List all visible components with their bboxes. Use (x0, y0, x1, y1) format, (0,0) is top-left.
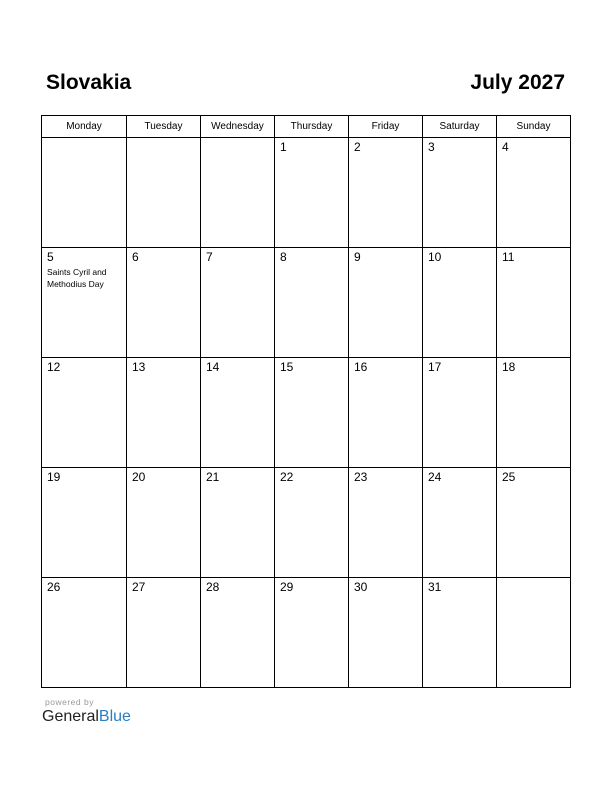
day-cell (349, 358, 423, 468)
day-number: 5 (47, 250, 54, 264)
day-number: 8 (280, 250, 287, 264)
day-cell (497, 358, 571, 468)
week-row-2 (42, 248, 571, 358)
footer-branding (42, 697, 131, 726)
month-year-title: July 2027 (470, 71, 565, 94)
day-cell (201, 138, 275, 248)
day-number: 6 (132, 250, 139, 264)
country-title: Slovakia (46, 71, 132, 94)
day-number: 27 (132, 580, 146, 594)
day-cell (275, 248, 349, 358)
day-cell (423, 248, 497, 358)
day-number: 14 (206, 360, 220, 374)
day-cell (275, 138, 349, 248)
day-cell (497, 138, 571, 248)
day-number: 7 (206, 250, 213, 264)
day-number: 29 (280, 580, 294, 594)
day-cell (349, 248, 423, 358)
day-number: 23 (354, 470, 368, 484)
weekday-monday: Monday (42, 116, 127, 138)
day-cell (42, 358, 127, 468)
day-cell (42, 248, 127, 358)
day-cell (423, 138, 497, 248)
day-number: 31 (428, 580, 442, 594)
day-cell (349, 468, 423, 578)
day-number: 15 (280, 360, 294, 374)
weekday-tuesday: Tuesday (127, 116, 201, 138)
day-cell (201, 358, 275, 468)
day-cell (201, 468, 275, 578)
day-cell (127, 248, 201, 358)
day-cell (127, 358, 201, 468)
day-cell (497, 468, 571, 578)
day-number: 20 (132, 470, 146, 484)
day-cell (42, 578, 127, 688)
day-number: 11 (502, 250, 515, 264)
week-row-4 (42, 468, 571, 578)
day-number: 28 (206, 580, 220, 594)
day-number: 9 (354, 250, 361, 264)
holiday-label: Saints Cyril and Methodius Day (47, 267, 107, 289)
weekday-friday: Friday (349, 116, 423, 138)
day-cell (275, 468, 349, 578)
weekday-header-row (42, 116, 571, 138)
day-cell (349, 138, 423, 248)
generalblue-logo (42, 708, 131, 726)
day-number: 10 (428, 250, 442, 264)
week-row-1 (42, 138, 571, 248)
day-cell (42, 138, 127, 248)
weekday-thursday: Thursday (275, 116, 349, 138)
week-row-5 (42, 578, 571, 688)
day-cell (497, 578, 571, 688)
weekday-sunday: Sunday (497, 116, 571, 138)
day-number: 19 (47, 470, 61, 484)
day-cell (423, 358, 497, 468)
day-cell (201, 248, 275, 358)
calendar-grid (41, 115, 571, 688)
day-number (497, 578, 570, 581)
week-row-3 (42, 358, 571, 468)
brand-blue: Blue (98, 708, 131, 725)
weekday-saturday: Saturday (423, 116, 497, 138)
day-cell (201, 578, 275, 688)
day-number: 18 (502, 360, 516, 374)
day-number: 24 (428, 470, 442, 484)
day-cell (127, 138, 201, 248)
day-number: 30 (354, 580, 368, 594)
day-number (201, 138, 274, 141)
day-number: 22 (280, 470, 294, 484)
day-cell (42, 468, 127, 578)
day-cell (127, 578, 201, 688)
day-cell (275, 578, 349, 688)
day-number: 13 (132, 360, 146, 374)
weekday-wednesday: Wednesday (201, 116, 275, 138)
day-number: 26 (47, 580, 61, 594)
powered-by-text: powered by (45, 697, 94, 707)
day-number: 3 (428, 140, 435, 154)
day-cell (349, 578, 423, 688)
day-number (127, 138, 200, 141)
day-number: 21 (206, 470, 220, 484)
day-number: 4 (502, 140, 509, 154)
day-number: 16 (354, 360, 368, 374)
day-cell (497, 248, 571, 358)
day-number: 25 (502, 470, 516, 484)
day-number: 12 (47, 360, 61, 374)
day-cell (127, 468, 201, 578)
day-cell (423, 578, 497, 688)
day-number: 1 (280, 140, 287, 154)
day-cell (423, 468, 497, 578)
day-number (42, 138, 126, 141)
day-cell (275, 358, 349, 468)
day-number: 2 (354, 140, 361, 154)
day-number: 17 (428, 360, 442, 374)
brand-general: General (42, 708, 99, 725)
